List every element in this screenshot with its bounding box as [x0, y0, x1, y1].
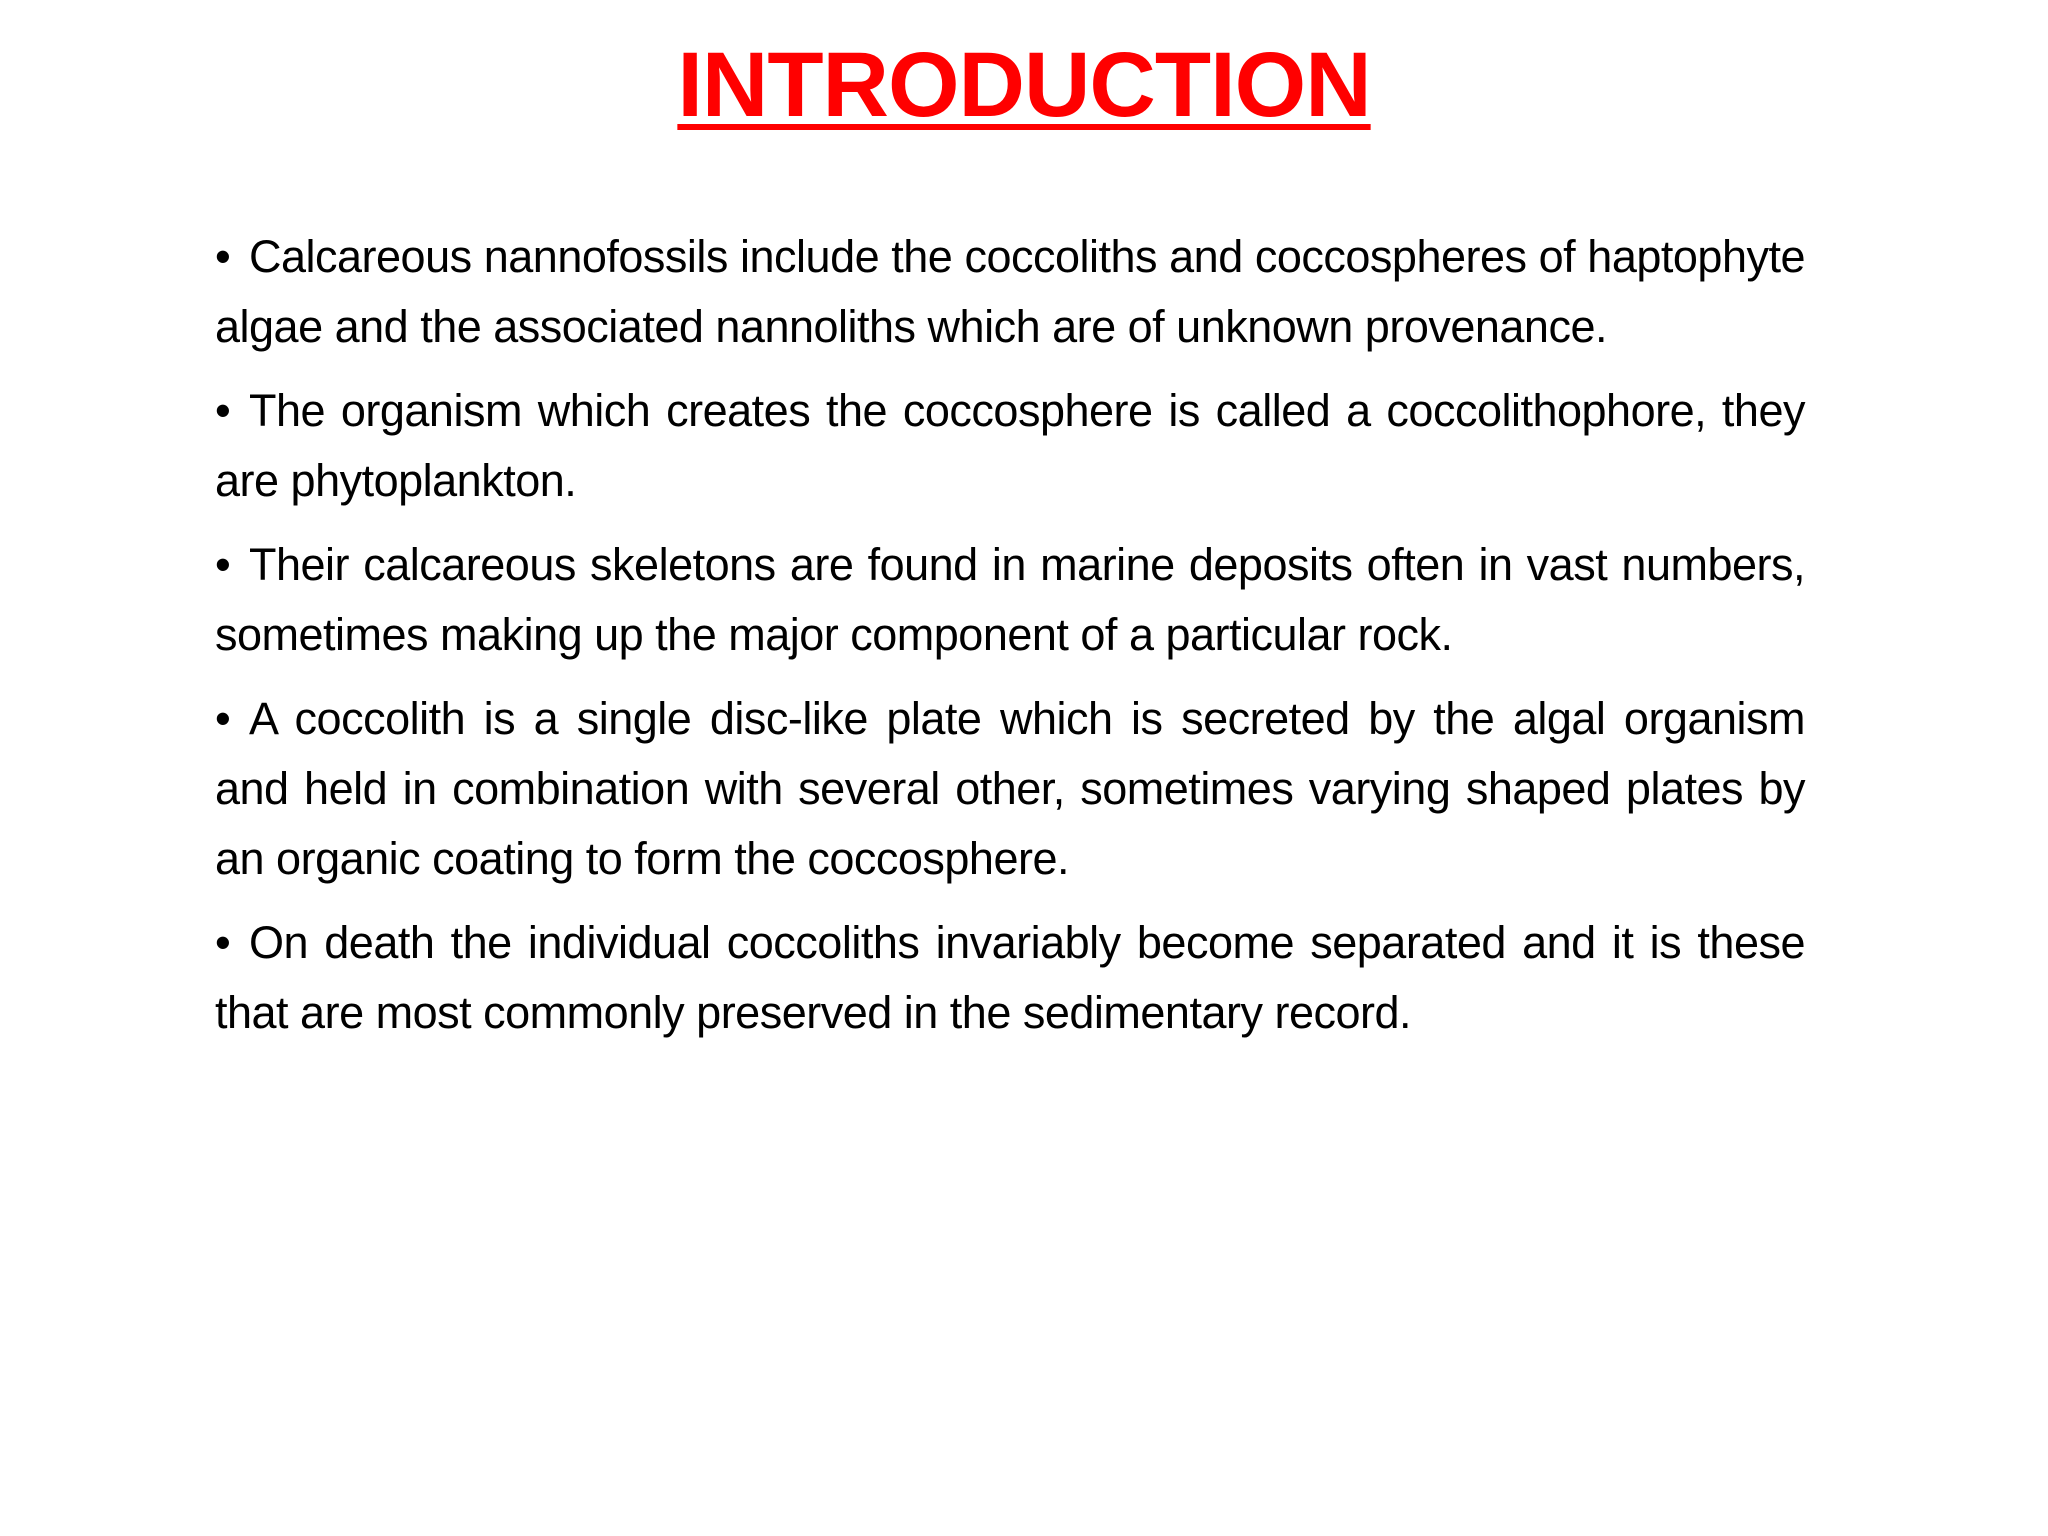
bullet-text: On death the individual coccoliths invariably become separated and it is these that are most commonly preserved in the sedimentary record.: [215, 917, 1805, 1038]
bullet-dot-icon: •: [215, 231, 231, 282]
bullet-text: The organism which creates the coccosphere is called a coccolithophore, they are phytoplankton.: [215, 385, 1805, 506]
slide-title: INTRODUCTION: [677, 34, 1371, 136]
bullet-text: A coccolith is a single disc-like plate which is secreted by the algal organism and held in combination with several other, sometimes varying shaped plates by an organic coating to form the coccosphere.: [215, 693, 1805, 884]
bullet-dot-icon: •: [215, 693, 231, 744]
bullet-item: [215, 530, 1805, 670]
bullet-item: [215, 684, 1805, 894]
bullet-text: Their calcareous skeletons are found in marine deposits often in vast numbers, sometimes making up the major component of a particular rock.: [215, 539, 1805, 660]
bullet-dot-icon: •: [215, 385, 231, 436]
bullet-dot-icon: •: [215, 539, 231, 590]
bullet-item: [215, 222, 1805, 362]
bullet-list: [215, 222, 1805, 1062]
bullet-item: [215, 908, 1805, 1048]
bullet-dot-icon: •: [215, 917, 231, 968]
bullet-text: Calcareous nannofossils include the coccoliths and coccospheres of haptophyte algae and the associated nannoliths which are of unknown provenance.: [215, 231, 1805, 352]
bullet-item: [215, 376, 1805, 516]
